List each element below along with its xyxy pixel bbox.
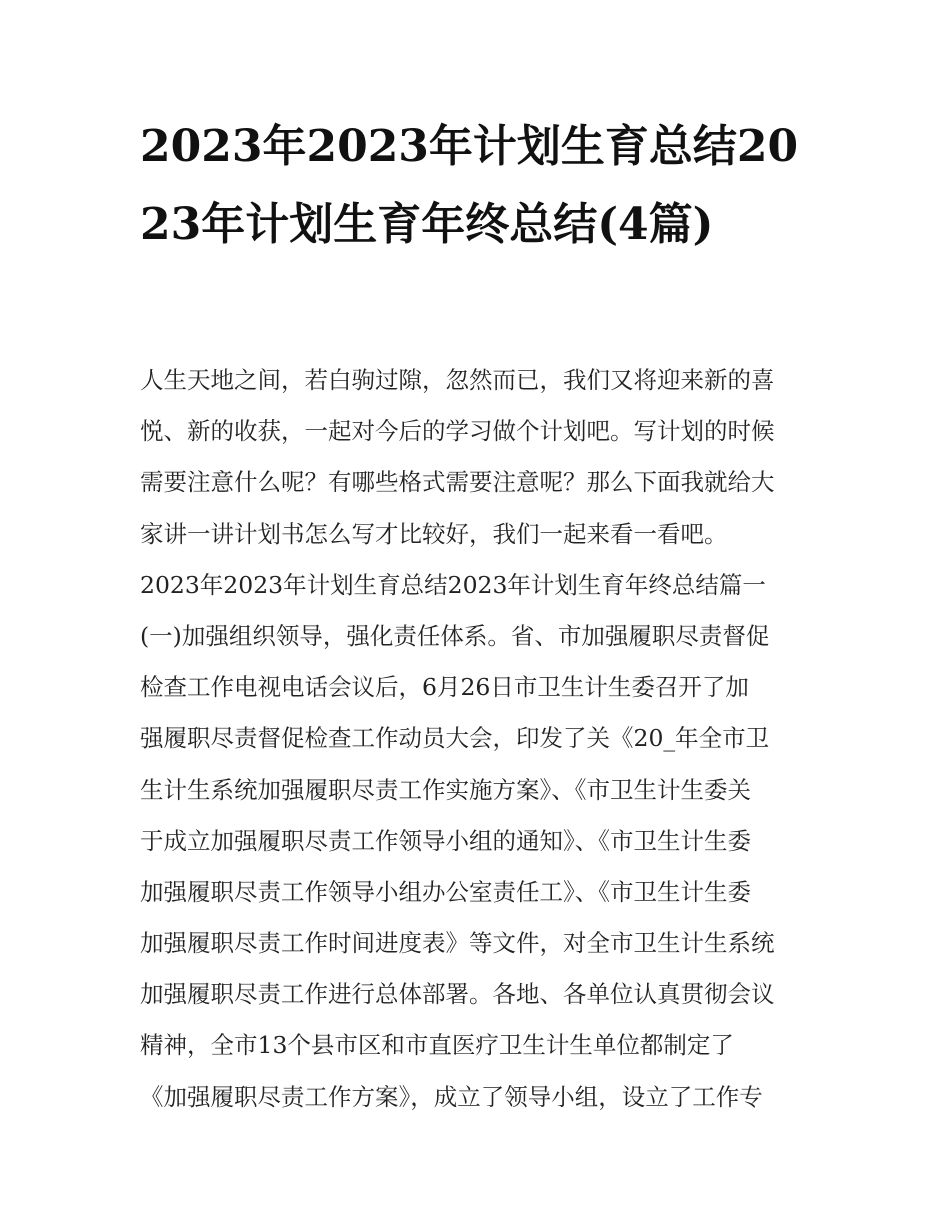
body-line: 《加强履职尽责工作方案》，成立了领导小组，设立了工作专	[140, 1082, 763, 1111]
body-line: 强履职尽责督促检查工作动员大会，印发了关《20_年全市卫	[140, 724, 770, 753]
section-heading: 2023年2023年计划生育总结2023年计划生育年终总结篇一	[140, 570, 766, 599]
document-title: 2023年2023年计划生育总结2023年计划生育年终总结(4篇)	[140, 121, 799, 250]
body-line: 加强履职尽责工作领导小组办公室责任工》、《市卫生计生委	[140, 877, 751, 906]
body-line: 加强履职尽责工作进行总体部署。各地、各单位认真贯彻会议	[140, 980, 775, 1009]
body-line: 家讲一讲计划书怎么写才比较好，我们一起来看一看吧。	[140, 519, 728, 548]
body-line: 悦、新的收获，一起对今后的学习做个计划吧。写计划的时候	[140, 417, 775, 446]
body-line: 检查工作电视电话会议后，6月26日市卫生计生委召开了加	[140, 673, 749, 702]
body-line: 需要注意什么呢？有哪些格式需要注意呢？那么下面我就给大	[140, 468, 775, 497]
document-body	[140, 355, 820, 1123]
body-line: 人生天地之间，若白驹过隙，忽然而已，我们又将迎来新的喜	[140, 366, 775, 394]
body-line: 精神，全市13个县市区和市直医疗卫生计生单位都制定了	[140, 1031, 734, 1060]
body-line: 生计生系统加强履职尽责工作实施方案》、《市卫生计生委关	[140, 775, 751, 804]
body-line: 于成立加强履职尽责工作领导小组的通知》、《市卫生计生委	[140, 826, 751, 855]
body-line: (一)加强组织领导，强化责任体系。省、市加强履职尽责督促	[140, 621, 770, 650]
body-line: 加强履职尽责工作时间进度表》等文件，对全市卫生计生系统	[140, 929, 775, 958]
